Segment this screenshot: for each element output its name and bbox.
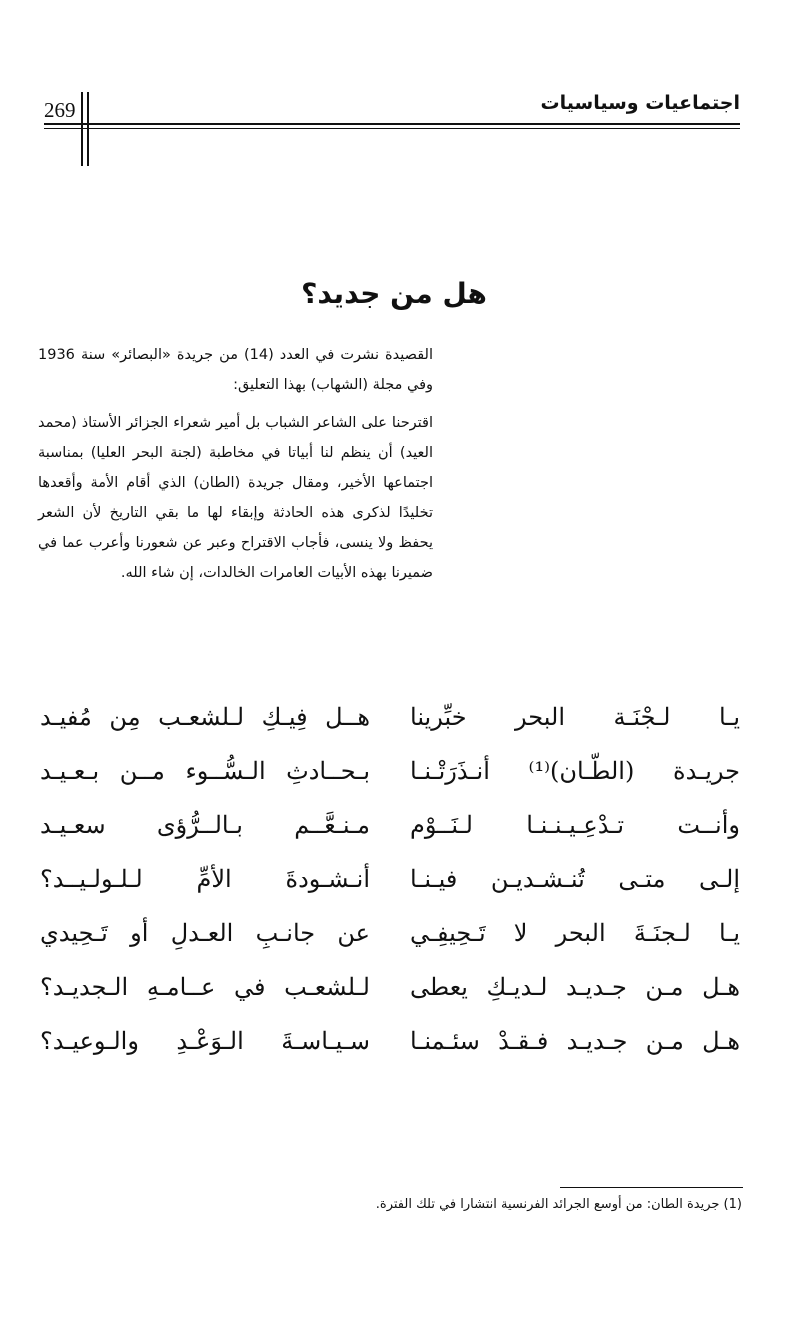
poem-verses [40,690,740,1068]
verse [40,960,740,1014]
verse-first-hemistich: هـل مـن جـديـد فـقـدْ سئـمنـا [410,1027,740,1055]
header-rule-bottom [44,128,740,129]
poem-title: هل من جديد؟ [301,276,487,310]
verse-second-hemistich: هــل فِيـكِ لـلشعـب مِن مُفيـد [40,703,370,731]
verse-first-hemistich: يـا لـجْنَـة البحر خبِّرينا [410,703,740,731]
intro-paragraph-comment: اقترحنا على الشاعر الشباب بل أمير شعراء الجزائر الأستاذ (محمد العيد) أن ينظم لنا أبياتا في مخاطبة (لجنة البحر العليا) بمناسبة اجتماعها الأخير، ومقال جريدة (الطان) الذي أقام الأمة وأقعدها تخليدًا لذكرى هذه الحادثة وإبقاء لها ما بقي التاريخ لأن الشعر يحفظ ولا ينسى، فأجاب الاقتراح وعبر عن شعورنا وأعرب عما في ضميرنا بهذه الأبيات العامرات الخالدات، إن شاء الله. [38,415,433,581]
verse-first-hemistich: جريـدة (الطّـان)⁽¹⁾ أنـذَرَتْـنـا [410,757,740,785]
verse-first-hemistich: يـا لـجنَـةَ البحر لا تَـحِيفِـي [410,919,740,947]
verse [40,852,740,906]
verse [40,744,740,798]
verse-second-hemistich: عن جانـبِ العـدلِ أو تَـحِيدي [40,919,370,947]
footnote-rule [560,1187,743,1188]
header-rule-top [44,123,740,125]
verse [40,690,740,744]
poem-intro [38,340,433,588]
verse [40,798,740,852]
verse-second-hemistich: لـلشعـب في عــامـهِ الـجديـد؟ [40,973,370,1001]
verse [40,1014,740,1068]
header-vertical-bar-left [81,92,83,166]
footnote: (1) جريدة الطان: من أوسع الجرائد الفرنسية انتشارا في تلك الفترة. [375,1197,742,1212]
verse-second-hemistich: سـيـاسـةَ الـوَعْـدِ والـوعيـد؟ [40,1027,370,1055]
verse [40,906,740,960]
verse-first-hemistich: هـل مـن جـديـد لـديـكِ يعطى [410,973,740,1001]
page-number: 269 [44,98,76,122]
verse-first-hemistich: وأنــت تـدْعِـيـنـنـا لـنَــوْم [410,811,740,839]
running-title: اجتماعيات وسياسيات [540,92,740,114]
intro-paragraph-publication: القصيدة نشرت في العدد (14) من جريدة «البصائر» سنة 1936 وفي مجلة (الشهاب) بهذا التعليق: [38,347,433,393]
verse-second-hemistich: أنـشـودةَ الأمِّ لـلـولـيــد؟ [40,865,370,893]
verse-second-hemistich: مـنـعَّــم بـالــرُّؤى سعـيـد [40,811,370,839]
verse-second-hemistich: بـحــادثِ الـسُّــوء مــن بـعـيـد [40,757,370,785]
verse-first-hemistich: إلـى متـى تُنـشـديـن فيـنـا [410,865,740,893]
header-vertical-bar-right [87,92,89,166]
